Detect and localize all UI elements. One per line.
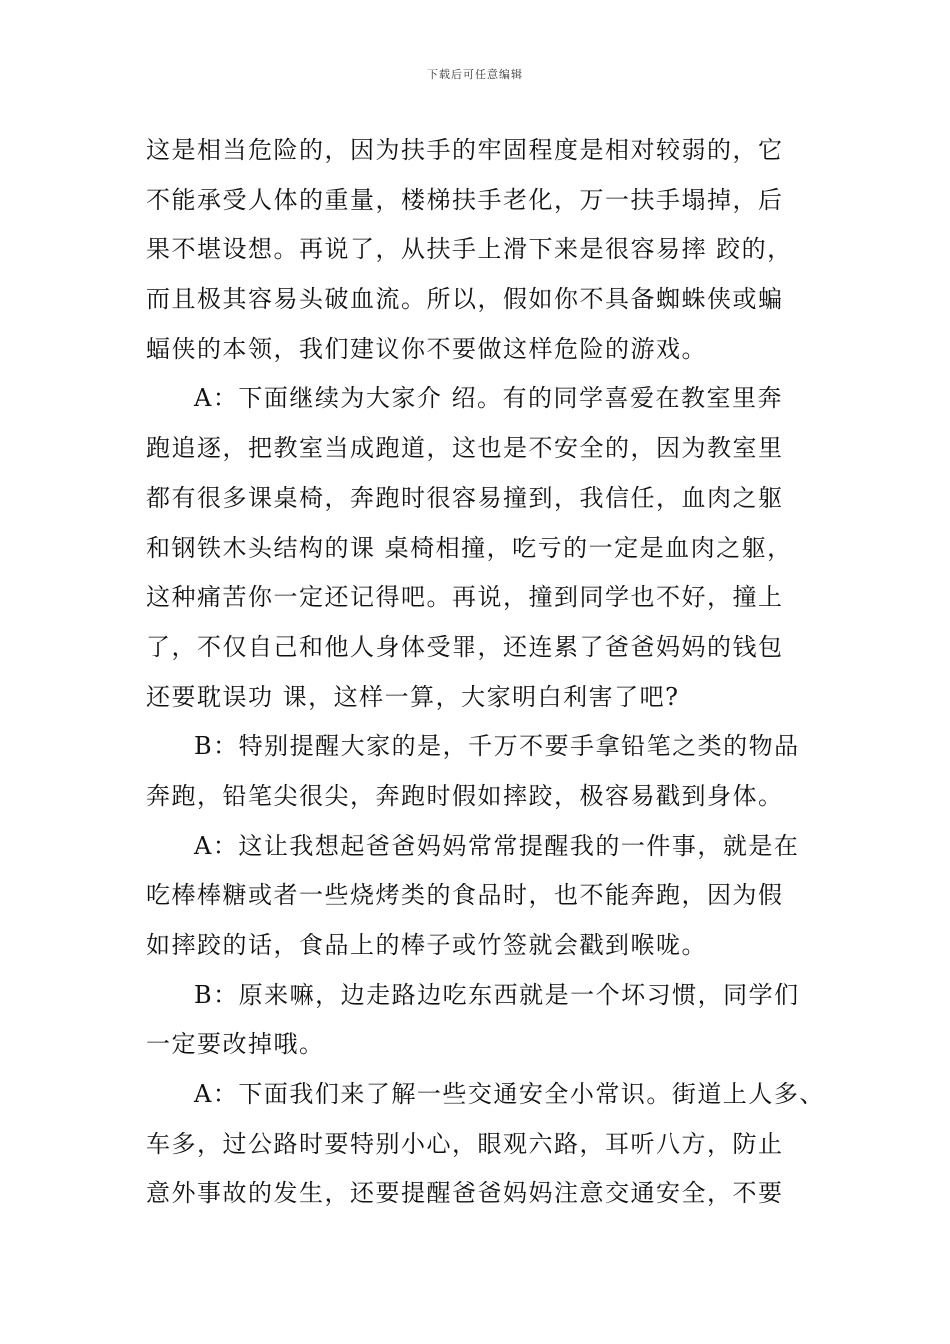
text-line: 蝠侠的本领，我们建议你不要做这样危险的游戏。 xyxy=(146,334,707,363)
text-line: 和钢铁木头结构的课 桌椅相撞，吃亏的一定是血肉之躯， xyxy=(146,533,793,562)
text-line: 而且极其容易头破血流。所以，假如你不具备蜘蛛侠或蝙 xyxy=(146,285,784,314)
text-line: 这种痛苦你一定还记得吧。再说，撞到同学也不好，撞上 xyxy=(146,583,784,612)
page-header: 下载后可任意编辑 xyxy=(427,68,523,81)
text-line: 都有很多课桌椅，奔跑时很容易撞到，我信任，血肉之躯 xyxy=(146,483,784,512)
text-line: 了，不仅自己和他人身体受罪，还连累了爸爸妈妈的钱包 xyxy=(146,632,784,661)
text-line: 奔跑，铅笔尖很尖，奔跑时假如摔跤，极容易戳到身体。 xyxy=(146,781,784,810)
text-line: A：这让我想起爸爸妈妈常常提醒我的一件事，就是在 xyxy=(194,831,800,860)
text-line: 这是相当危险的，因为扶手的牢固程度是相对较弱的，它 xyxy=(146,136,784,164)
text-line: 不能承受人体的重量，楼梯扶手老化，万一扶手塌掉，后 xyxy=(146,185,784,214)
text-line: A：下面我们来了解一些交通安全小常识。街道上人多、 xyxy=(194,1080,825,1109)
text-line: 果不堪设想。再说了，从扶手上滑下来是很容易摔 跤的， xyxy=(146,235,793,264)
text-line: 吃棒棒糖或者一些烧烤类的食品时，也不能奔跑，因为假 xyxy=(146,881,784,910)
text-line: 如摔跤的话，食品上的棒子或竹签就会戳到喉咙。 xyxy=(146,931,707,959)
text-line: 一定要改掉哦。 xyxy=(146,1030,325,1059)
text-line: B：原来嘛，边走路边吃东西就是一个坏习惯，同学们 xyxy=(194,980,800,1009)
text-line: 意外事故的发生，还要提醒爸爸妈妈注意交通安全，不要 xyxy=(146,1179,784,1208)
text-line: 车多，过公路时要特别小心，眼观六路，耳听八方，防止 xyxy=(146,1129,784,1158)
text-line: 跑追逐，把教室当成跑道，这也是不安全的，因为教室里 xyxy=(146,434,784,463)
text-line: B：特别提醒大家的是，千万不要手拿铅笔之类的物品 xyxy=(194,732,800,761)
text-line: A：下面继续为大家介 绍。有的同学喜爱在教室里奔 xyxy=(194,384,783,413)
body-text xyxy=(146,126,826,1219)
text-line: 还要耽误功 课，这样一算，大家明白利害了吧? xyxy=(146,682,680,711)
